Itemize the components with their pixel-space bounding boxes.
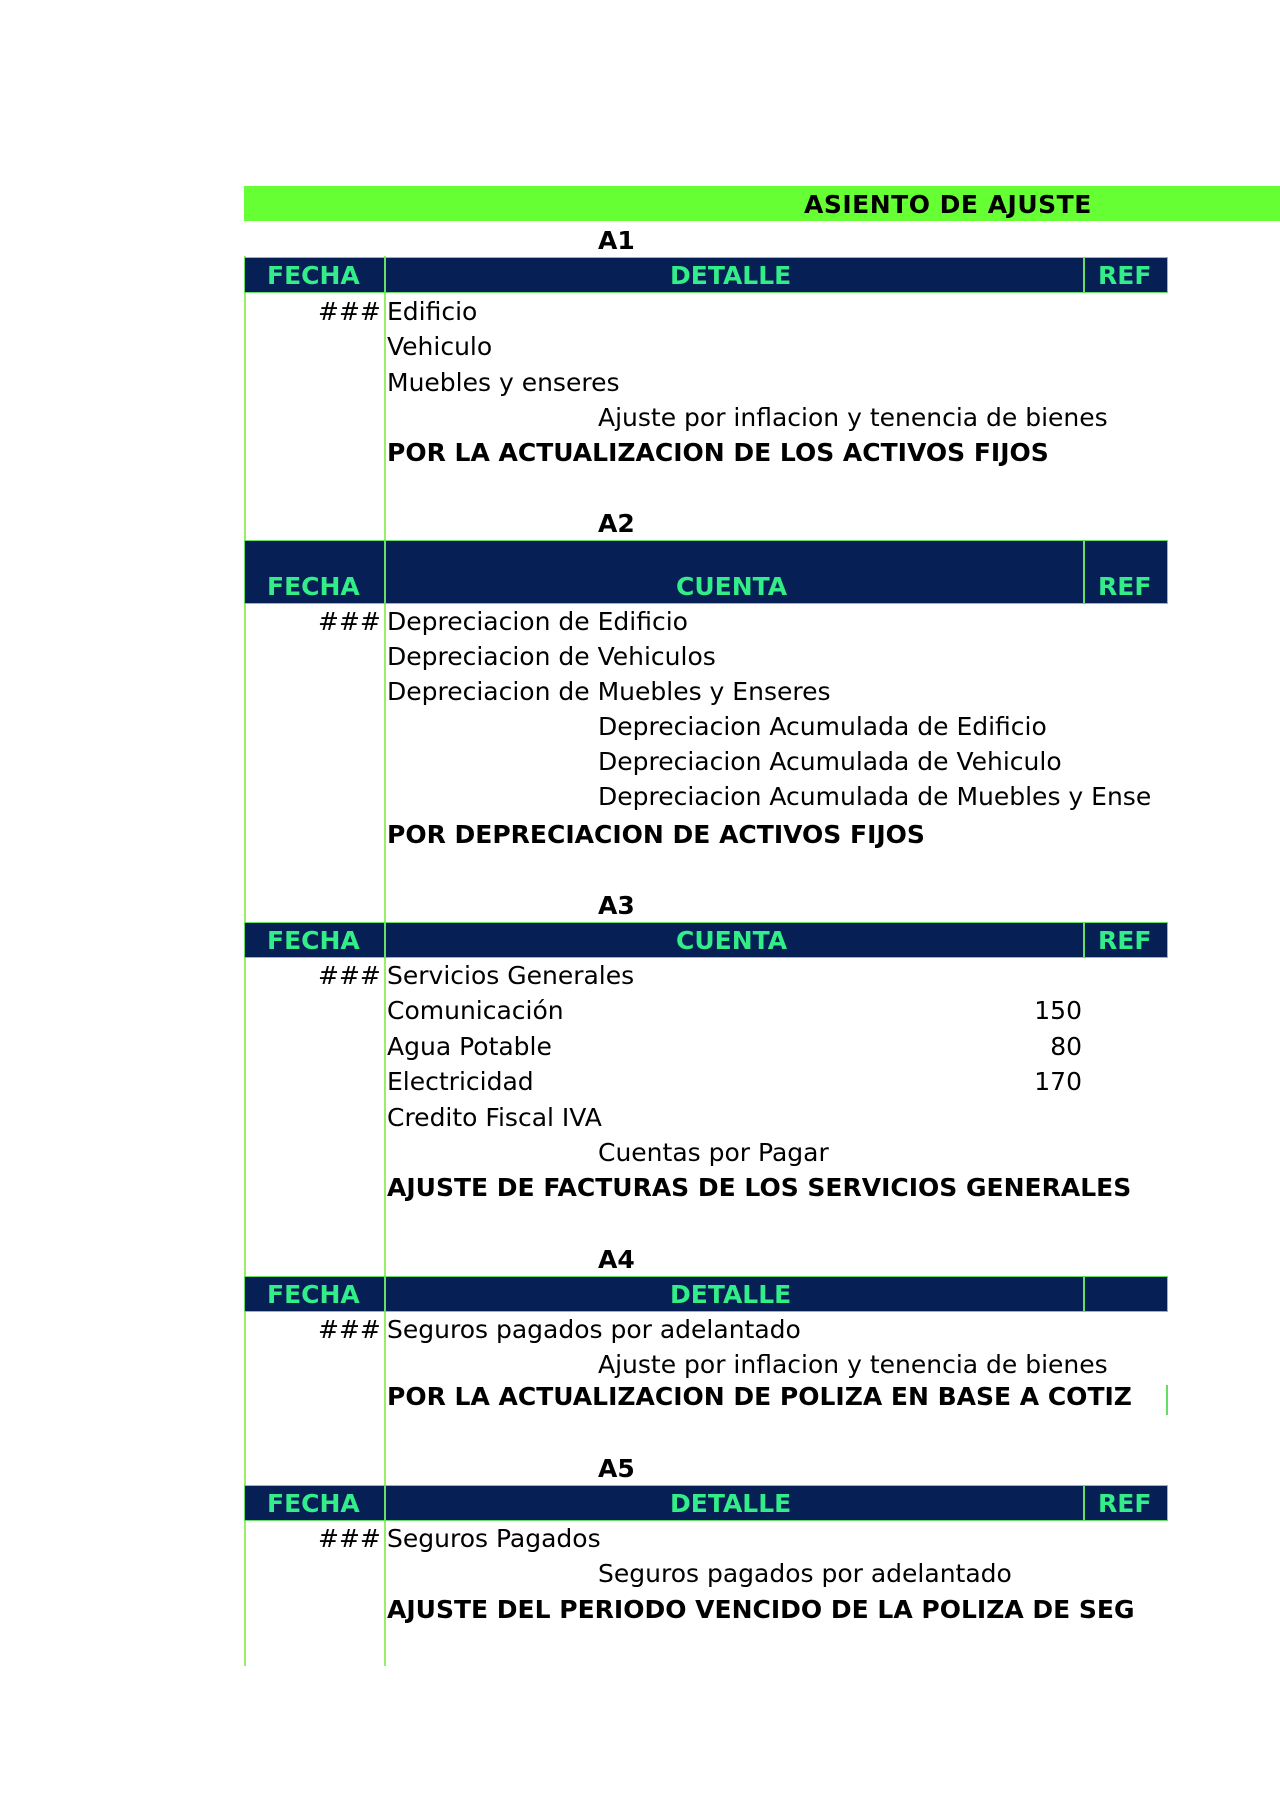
fecha-column-right-border <box>384 256 386 1666</box>
entry-glosa: POR LA ACTUALIZACION DE POLIZA EN BASE A COTIZ <box>387 1382 1132 1411</box>
header-detalle: DETALLE <box>670 1489 792 1518</box>
credit-account: Seguros pagados por adelantado <box>598 1559 1012 1588</box>
debit-account: Seguros Pagados <box>387 1524 601 1553</box>
section-code: A4 <box>598 1245 635 1274</box>
header-detalle: DETALLE <box>670 1280 792 1309</box>
entry-glosa: POR LA ACTUALIZACION DE LOS ACTIVOS FIJOS <box>387 438 1049 467</box>
entry-glosa: AJUSTE DEL PERIODO VENCIDO DE LA POLIZA DE SEG <box>387 1595 1135 1624</box>
header-fecha: FECHA <box>267 926 360 955</box>
section-header <box>244 1485 1168 1521</box>
cell-border <box>1166 1385 1168 1415</box>
entry-glosa: AJUSTE DE FACTURAS DE LOS SERVICIOS GENERALES <box>387 1173 1132 1202</box>
entry-date: ### <box>318 607 381 636</box>
header-ref: REF <box>1098 572 1152 601</box>
header-fecha: FECHA <box>267 261 360 290</box>
header-fecha: FECHA <box>267 1280 360 1309</box>
debit-account: Depreciacion de Muebles y Enseres <box>387 677 831 706</box>
debit-account: Comunicación <box>387 996 564 1025</box>
credit-account: Depreciacion Acumulada de Edificio <box>598 712 1047 741</box>
section-header <box>244 257 1168 293</box>
section-header <box>244 922 1168 958</box>
credit-account: Depreciacion Acumulada de Vehiculo <box>598 747 1062 776</box>
debit-account: Muebles y enseres <box>387 368 620 397</box>
debit-account: Depreciacion de Edificio <box>387 607 688 636</box>
page-title: ASIENTO DE AJUSTE <box>804 190 1092 219</box>
credit-account: Depreciacion Acumulada de Muebles y Ense <box>598 782 1152 811</box>
debit-account: Vehiculo <box>387 332 493 361</box>
entry-date: ### <box>318 297 381 326</box>
header-cuenta: CUENTA <box>676 926 788 955</box>
amount: 170 <box>1034 1067 1082 1096</box>
header-ref: REF <box>1098 1489 1152 1518</box>
header-cuenta: CUENTA <box>676 572 788 601</box>
debit-account: Agua Potable <box>387 1032 552 1061</box>
credit-account: Ajuste por inflacion y tenencia de bienes <box>598 1350 1108 1379</box>
debit-account: Credito Fiscal IVA <box>387 1103 602 1132</box>
section-code: A2 <box>598 509 635 538</box>
credit-account: Ajuste por inflacion y tenencia de bienes <box>598 403 1108 432</box>
entry-date: ### <box>318 1315 381 1344</box>
section-code: A1 <box>598 226 635 255</box>
debit-account: Edificio <box>387 297 478 326</box>
header-fecha: FECHA <box>267 1489 360 1518</box>
fecha-column-left-border <box>244 256 246 1666</box>
entry-date: ### <box>318 1524 381 1553</box>
header-fecha: FECHA <box>267 572 360 601</box>
section-code: A5 <box>598 1454 635 1483</box>
header-detalle: DETALLE <box>670 261 792 290</box>
debit-account: Servicios Generales <box>387 961 635 990</box>
section-header <box>244 540 1168 604</box>
debit-account: Seguros pagados por adelantado <box>387 1315 801 1344</box>
header-ref: REF <box>1098 261 1152 290</box>
credit-account: Cuentas por Pagar <box>598 1138 829 1167</box>
amount: 80 <box>1050 1032 1082 1061</box>
title-banner <box>244 186 1280 221</box>
section-header <box>244 1276 1168 1312</box>
entry-date: ### <box>318 961 381 990</box>
header-ref: REF <box>1098 926 1152 955</box>
amount: 150 <box>1034 996 1082 1025</box>
section-code: A3 <box>598 891 635 920</box>
debit-account: Depreciacion de Vehiculos <box>387 642 716 671</box>
debit-account: Electricidad <box>387 1067 534 1096</box>
entry-glosa: POR DEPRECIACION DE ACTIVOS FIJOS <box>387 820 925 849</box>
